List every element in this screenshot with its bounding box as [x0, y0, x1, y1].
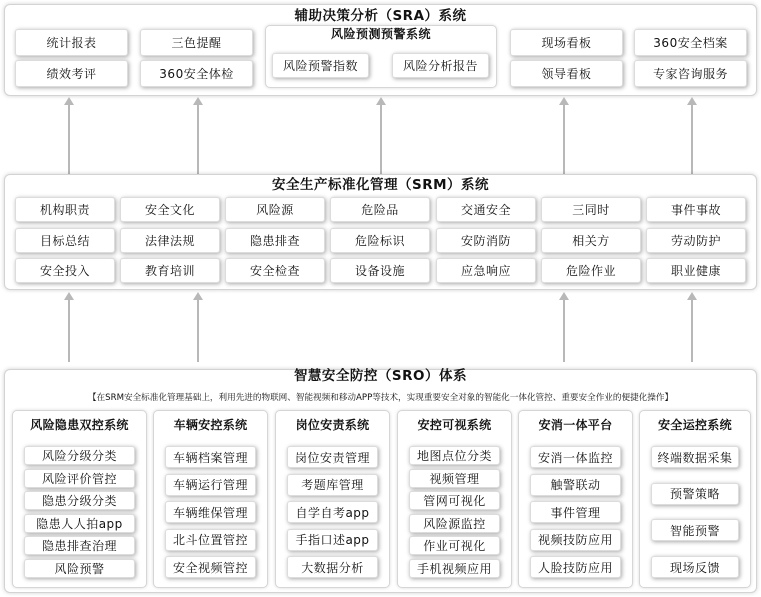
connector-line — [68, 299, 70, 362]
sra-title: 辅助决策分析（SRA）系统 — [294, 8, 467, 24]
sra-item: 领导看板 — [510, 60, 623, 87]
sra-item: 360安全档案 — [634, 29, 747, 56]
sro-system-title: 安控可视系统 — [417, 418, 492, 432]
sro-system-title: 安消一体平台 — [538, 418, 613, 432]
srm-item: 安全检查 — [225, 258, 325, 283]
sro-item: 风险源监控 — [409, 514, 500, 533]
sra-item: 三色提醒 — [140, 29, 253, 56]
sro-description: 【在SRM安全标准化管理基础上，利用先进的物联网、智能视频和移动APP等技术，实现重要安全对象的智能化一体化管控、重要安全作业的便捷化操作】 — [87, 393, 674, 403]
srm-item: 法律法规 — [120, 228, 220, 253]
srm-item: 交通安全 — [436, 197, 536, 222]
sro-item: 风险评价管控 — [24, 469, 135, 488]
srm-item: 危险品 — [330, 197, 430, 222]
sra-center-item: 风险预警指数 — [272, 53, 369, 78]
srm-item: 风险源 — [225, 197, 325, 222]
srm-item: 安全文化 — [120, 197, 220, 222]
sro-title: 智慧安全防控（SRO）体系 — [293, 368, 468, 384]
connector-line — [68, 104, 70, 174]
sro-item: 地图点位分类 — [409, 446, 500, 465]
sro-item: 作业可视化 — [409, 536, 500, 555]
srm-item: 相关方 — [541, 228, 641, 253]
srm-item: 应急响应 — [436, 258, 536, 283]
sro-system-title: 岗位安责系统 — [295, 418, 370, 432]
sro-item: 终端数据采集 — [651, 446, 739, 468]
srm-item: 安全投入 — [15, 258, 115, 283]
srm-item: 机构职责 — [15, 197, 115, 222]
sro-system-title: 安全运控系统 — [658, 418, 732, 432]
srm-item: 事件事故 — [646, 197, 746, 222]
sra-item: 专家咨询服务 — [634, 60, 747, 87]
connector-line — [197, 104, 199, 174]
sro-item: 车辆档案管理 — [165, 446, 256, 468]
sro-item: 预警策略 — [651, 483, 739, 505]
srm-item: 危险作业 — [541, 258, 641, 283]
sro-item: 北斗位置管控 — [165, 529, 256, 551]
sro-item: 风险预警 — [24, 559, 135, 578]
sro-item: 隐患人人拍app — [24, 514, 135, 533]
sro-item: 智能预警 — [651, 519, 739, 541]
connector-line — [563, 299, 565, 362]
sro-item: 车辆维保管理 — [165, 501, 256, 523]
sro-item: 视频管理 — [409, 469, 500, 488]
sro-item: 触警联动 — [530, 474, 621, 496]
sro-system-title: 风险隐患双控系统 — [30, 418, 129, 432]
srm-item: 劳动防护 — [646, 228, 746, 253]
connector-line — [691, 104, 693, 174]
sro-system-title: 车辆安控系统 — [173, 418, 248, 432]
sro-item: 考题库管理 — [287, 474, 378, 496]
sro-item: 大数据分析 — [287, 556, 378, 578]
sro-item: 安全视频管控 — [165, 556, 256, 578]
connector-line — [563, 104, 565, 174]
sro-item: 岗位安责管理 — [287, 446, 378, 468]
sro-item: 手指口述app — [287, 529, 378, 551]
srm-item: 危险标识 — [330, 228, 430, 253]
connector-line — [197, 299, 199, 362]
sro-item: 自学自考app — [287, 501, 378, 523]
sra-center-item: 风险分析报告 — [392, 53, 489, 78]
sra-item: 现场看板 — [510, 29, 623, 56]
srm-item: 目标总结 — [15, 228, 115, 253]
srm-item: 三同时 — [541, 197, 641, 222]
sro-item: 风险分级分类 — [24, 446, 135, 465]
sra-item: 统计报表 — [15, 29, 128, 56]
srm-item: 安防消防 — [436, 228, 536, 253]
sro-item: 隐患分级分类 — [24, 491, 135, 510]
risk-warning-title: 风险预测预警系统 — [330, 27, 431, 41]
srm-item: 隐患排查 — [225, 228, 325, 253]
sro-item: 事件管理 — [530, 501, 621, 523]
srm-item: 设备设施 — [330, 258, 430, 283]
sro-item: 视频技防应用 — [530, 529, 621, 551]
sro-item: 管网可视化 — [409, 491, 500, 510]
srm-title: 安全生产标准化管理（SRM）系统 — [271, 177, 490, 193]
sro-item: 人脸技防应用 — [530, 556, 621, 578]
srm-item: 职业健康 — [646, 258, 746, 283]
sro-item: 隐患排查治理 — [24, 536, 135, 555]
sra-item: 绩效考评 — [15, 60, 128, 87]
sro-item: 手机视频应用 — [409, 559, 500, 578]
srm-item: 教育培训 — [120, 258, 220, 283]
connector-line — [691, 299, 693, 362]
sro-item: 安消一体监控 — [530, 446, 621, 468]
connector-line — [380, 104, 382, 174]
sra-item: 360安全体检 — [140, 60, 253, 87]
sro-item: 车辆运行管理 — [165, 474, 256, 496]
sro-item: 现场反馈 — [651, 556, 739, 578]
